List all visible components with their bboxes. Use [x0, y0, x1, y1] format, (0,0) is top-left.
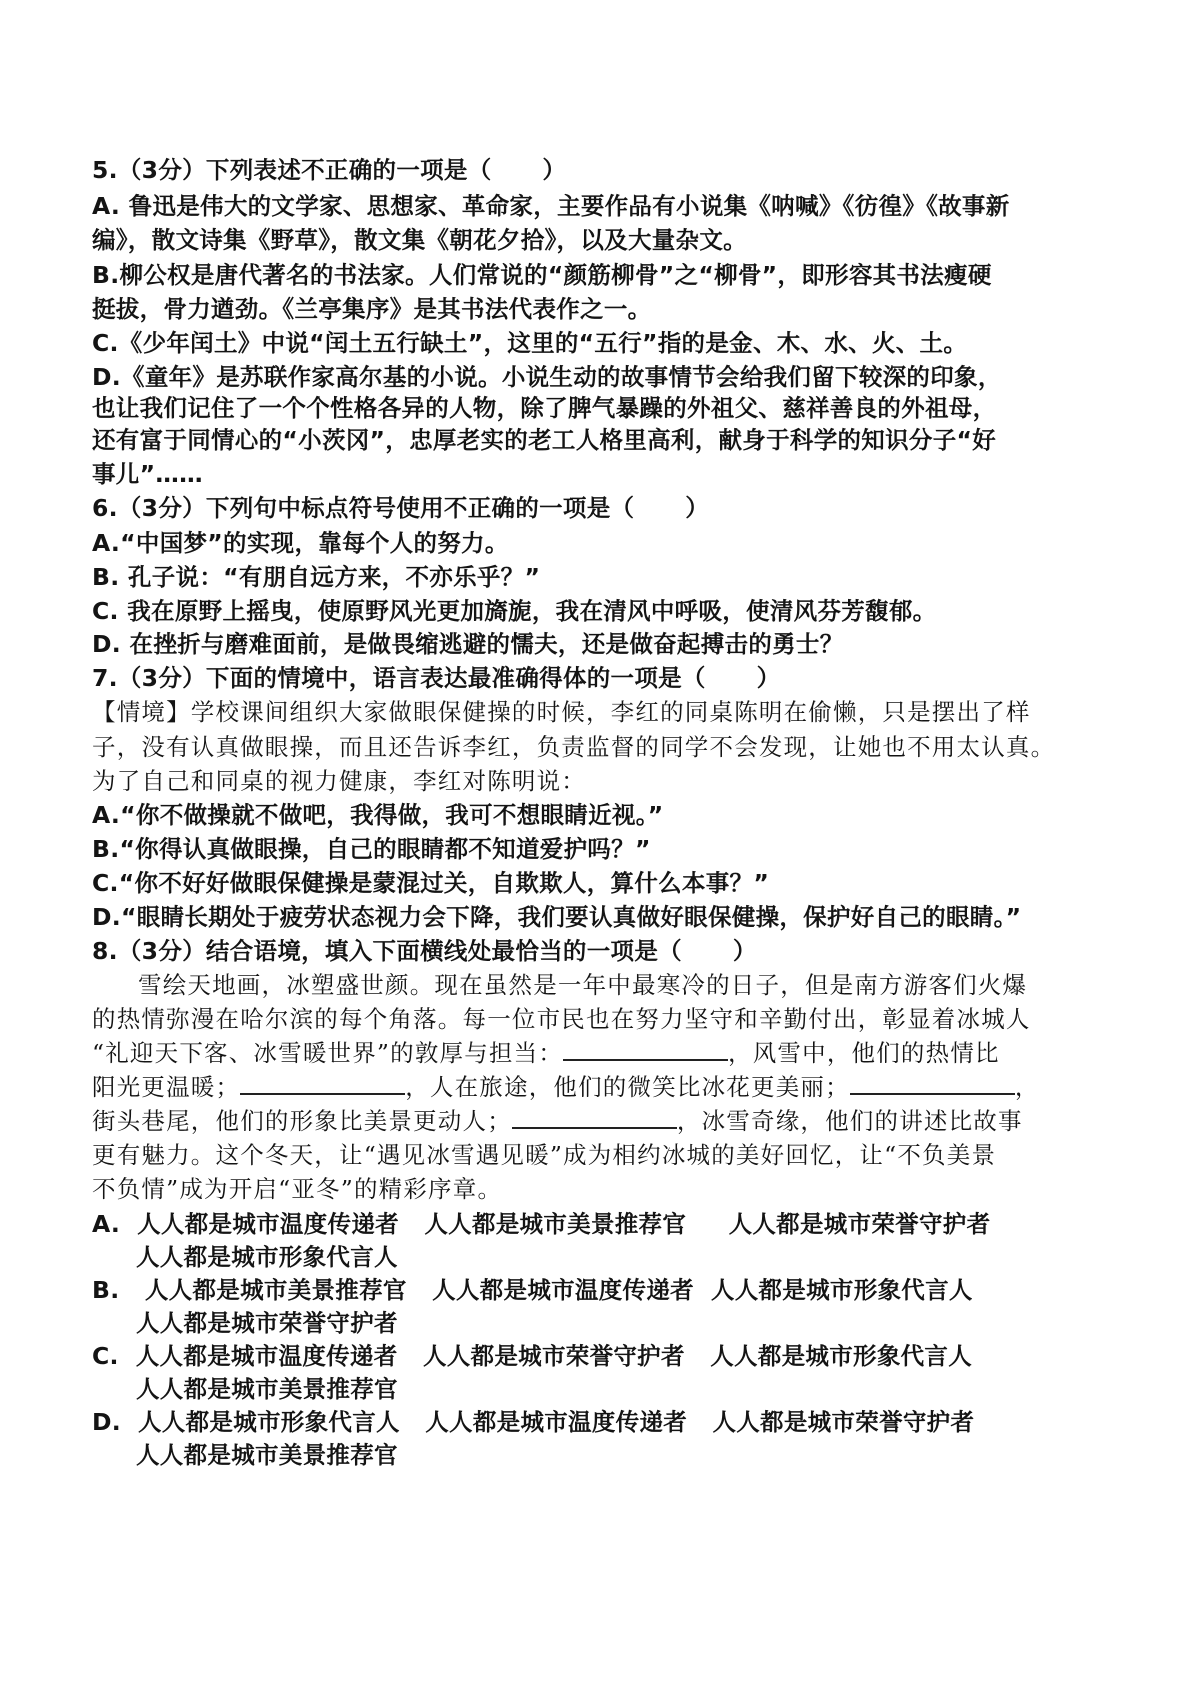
q8-blank-2 — [240, 1071, 405, 1095]
q8-option-d-line2: 人人都是城市美景推荐官 — [136, 1441, 398, 1469]
q7-stem: 7.（3分）下面的情境中，语言表达最准确得体的一项是（ ） — [92, 664, 781, 692]
q8-option-c-line2: 人人都是城市美景推荐官 — [136, 1375, 398, 1403]
q7-option-a: A.“你不做操就不做吧，我得做，我可不想眼睛近视。” — [92, 801, 664, 829]
q8-passage-line3-a: “礼迎天下客、冰雪暖世界”的敦厚与担当： — [92, 1039, 564, 1067]
q5-stem: 5.（3分）下列表述不正确的一项是（ ） — [92, 156, 567, 184]
q8-option-b-line2: 人人都是城市荣誉守护者 — [136, 1309, 398, 1337]
q7-option-c: C.“你不好好做眼保健操是蒙混过关，自欺欺人，算什么本事？” — [92, 869, 770, 897]
q8-passage-line5-b: ，冰雪奇缘，他们的讲述比故事 — [676, 1107, 1023, 1135]
q8-passage-line5-a: 街头巷尾，他们的形象比美景更动人； — [92, 1107, 512, 1135]
q7-context-line1: 【情境】学校课间组织大家做眼保健操的时候，李红的同桌陈明在偷懒，只是摆出了样 — [92, 698, 1031, 726]
q6-option-c: C. 我在原野上摇曳，使原野风光更加旖旎，我在清风中呼吸，使清风芬芳馥郁。 — [92, 597, 937, 625]
q8-passage-line3 — [92, 1034, 1122, 1072]
q8-blank-3 — [850, 1071, 1015, 1095]
q8-blank-4 — [512, 1105, 677, 1129]
q8-option-c-line1: C. 人人都是城市温度传递者 人人都是城市荣誉守护者 人人都是城市形象代言人 — [92, 1342, 973, 1370]
q5-option-c: C.《少年闰土》中说“闰土五行缺土”，这里的“五行”指的是金、木、水、火、土。 — [92, 329, 968, 357]
q8-passage-line7: 不负情”成为开启“亚冬”的精彩序章。 — [92, 1175, 503, 1203]
q8-passage-line2: 的热情弥漫在哈尔滨的每个角落。每一位市民也在努力坚守和辛勤付出，彰显着冰城人 — [92, 1005, 1031, 1033]
q8-stem: 8.（3分）结合语境，填入下面横线处最恰当的一项是（ ） — [92, 937, 757, 965]
q8-option-d-line1: D. 人人都是城市形象代言人 人人都是城市温度传递者 人人都是城市荣誉守护者 — [92, 1408, 975, 1436]
q8-option-a-line2: 人人都是城市形象代言人 — [136, 1243, 398, 1271]
q5-option-b-line1: B.柳公权是唐代著名的书法家。人们常说的“颜筋柳骨”之“柳骨”，即形容其书法瘦硬 — [92, 261, 992, 289]
q6-stem: 6.（3分）下列句中标点符号使用不正确的一项是（ ） — [92, 494, 710, 522]
q5-option-d-line2: 也让我们记住了一个个性格各异的人物，除了脾气暴躁的外祖父、慈祥善良的外祖母， — [92, 394, 997, 422]
q5-option-d-line3: 还有富于同情心的“小茨冈”，忠厚老实的老工人格里高利，献身于科学的知识分子“好 — [92, 426, 997, 454]
q6-option-a: A.“中国梦”的实现，靠每个人的努力。 — [92, 529, 509, 557]
q8-passage-line1: 雪绘天地画，冰塑盛世颜。现在虽然是一年中最寒冷的日子，但是南方游客们火爆 — [138, 971, 1028, 999]
q6-option-b: B. 孔子说：“有朋自远方来，不亦乐乎？” — [92, 563, 541, 591]
q5-option-a-line1: A. 鲁迅是伟大的文学家、思想家、革命家，主要作品有小说集《呐喊》《彷徨》《故事新 — [92, 192, 1010, 220]
q8-option-b-line1: B. 人人都是城市美景推荐官 人人都是城市温度传递者 人人都是城市形象代言人 — [92, 1276, 973, 1304]
q7-option-d: D.“眼睛长期处于疲劳状态视力会下降，我们要认真做好眼保健操，保护好自己的眼睛。” — [92, 903, 1022, 931]
q6-option-d: D. 在挫折与磨难面前，是做畏缩逃避的懦夫，还是做奋起搏击的勇士？ — [92, 630, 844, 658]
q8-passage-line4-a: 阳光更温暖； — [92, 1073, 241, 1101]
q8-blank-1 — [563, 1037, 728, 1061]
q8-passage-line5 — [92, 1102, 1122, 1140]
q5-option-d-line4: 事儿”…… — [92, 460, 203, 488]
q5-option-a-line2: 编》，散文诗集《野草》，散文集《朝花夕拾》，以及大量杂文。 — [92, 226, 747, 254]
q8-passage-line4-b: ，人在旅途，他们的微笑比冰花更美丽； — [405, 1073, 850, 1101]
q5-option-b-line2: 挺拔，骨力遒劲。《兰亭集序》是其书法代表作之一。 — [92, 295, 652, 323]
q7-context-line3: 为了自己和同桌的视力健康，李红对陈明说： — [92, 767, 586, 795]
q8-passage-line6: 更有魅力。这个冬天，让“遇见冰雪遇见暖”成为相约冰城的美好回忆，让“不负美景 — [92, 1141, 997, 1169]
q8-option-a-line1: A. 人人都是城市温度传递者 人人都是城市美景推荐官 人人都是城市荣誉守护者 — [92, 1210, 991, 1238]
q8-passage-line4 — [92, 1068, 1122, 1106]
q5-option-d-line1: D.《童年》是苏联作家高尔基的小说。小说生动的故事情节会给我们留下较深的印象， — [92, 363, 1002, 391]
q8-passage-line3-b: ，风雪中，他们的热情比 — [728, 1039, 1000, 1067]
q8-passage-line4-c: ， — [1014, 1073, 1040, 1101]
q7-option-b: B.“你得认真做眼操，自己的眼睛都不知道爱护吗？” — [92, 835, 651, 863]
q7-context-line2: 子，没有认真做眼操，而且还告诉李红，负责监督的同学不会发现，让她也不用太认真。 — [92, 733, 1056, 761]
